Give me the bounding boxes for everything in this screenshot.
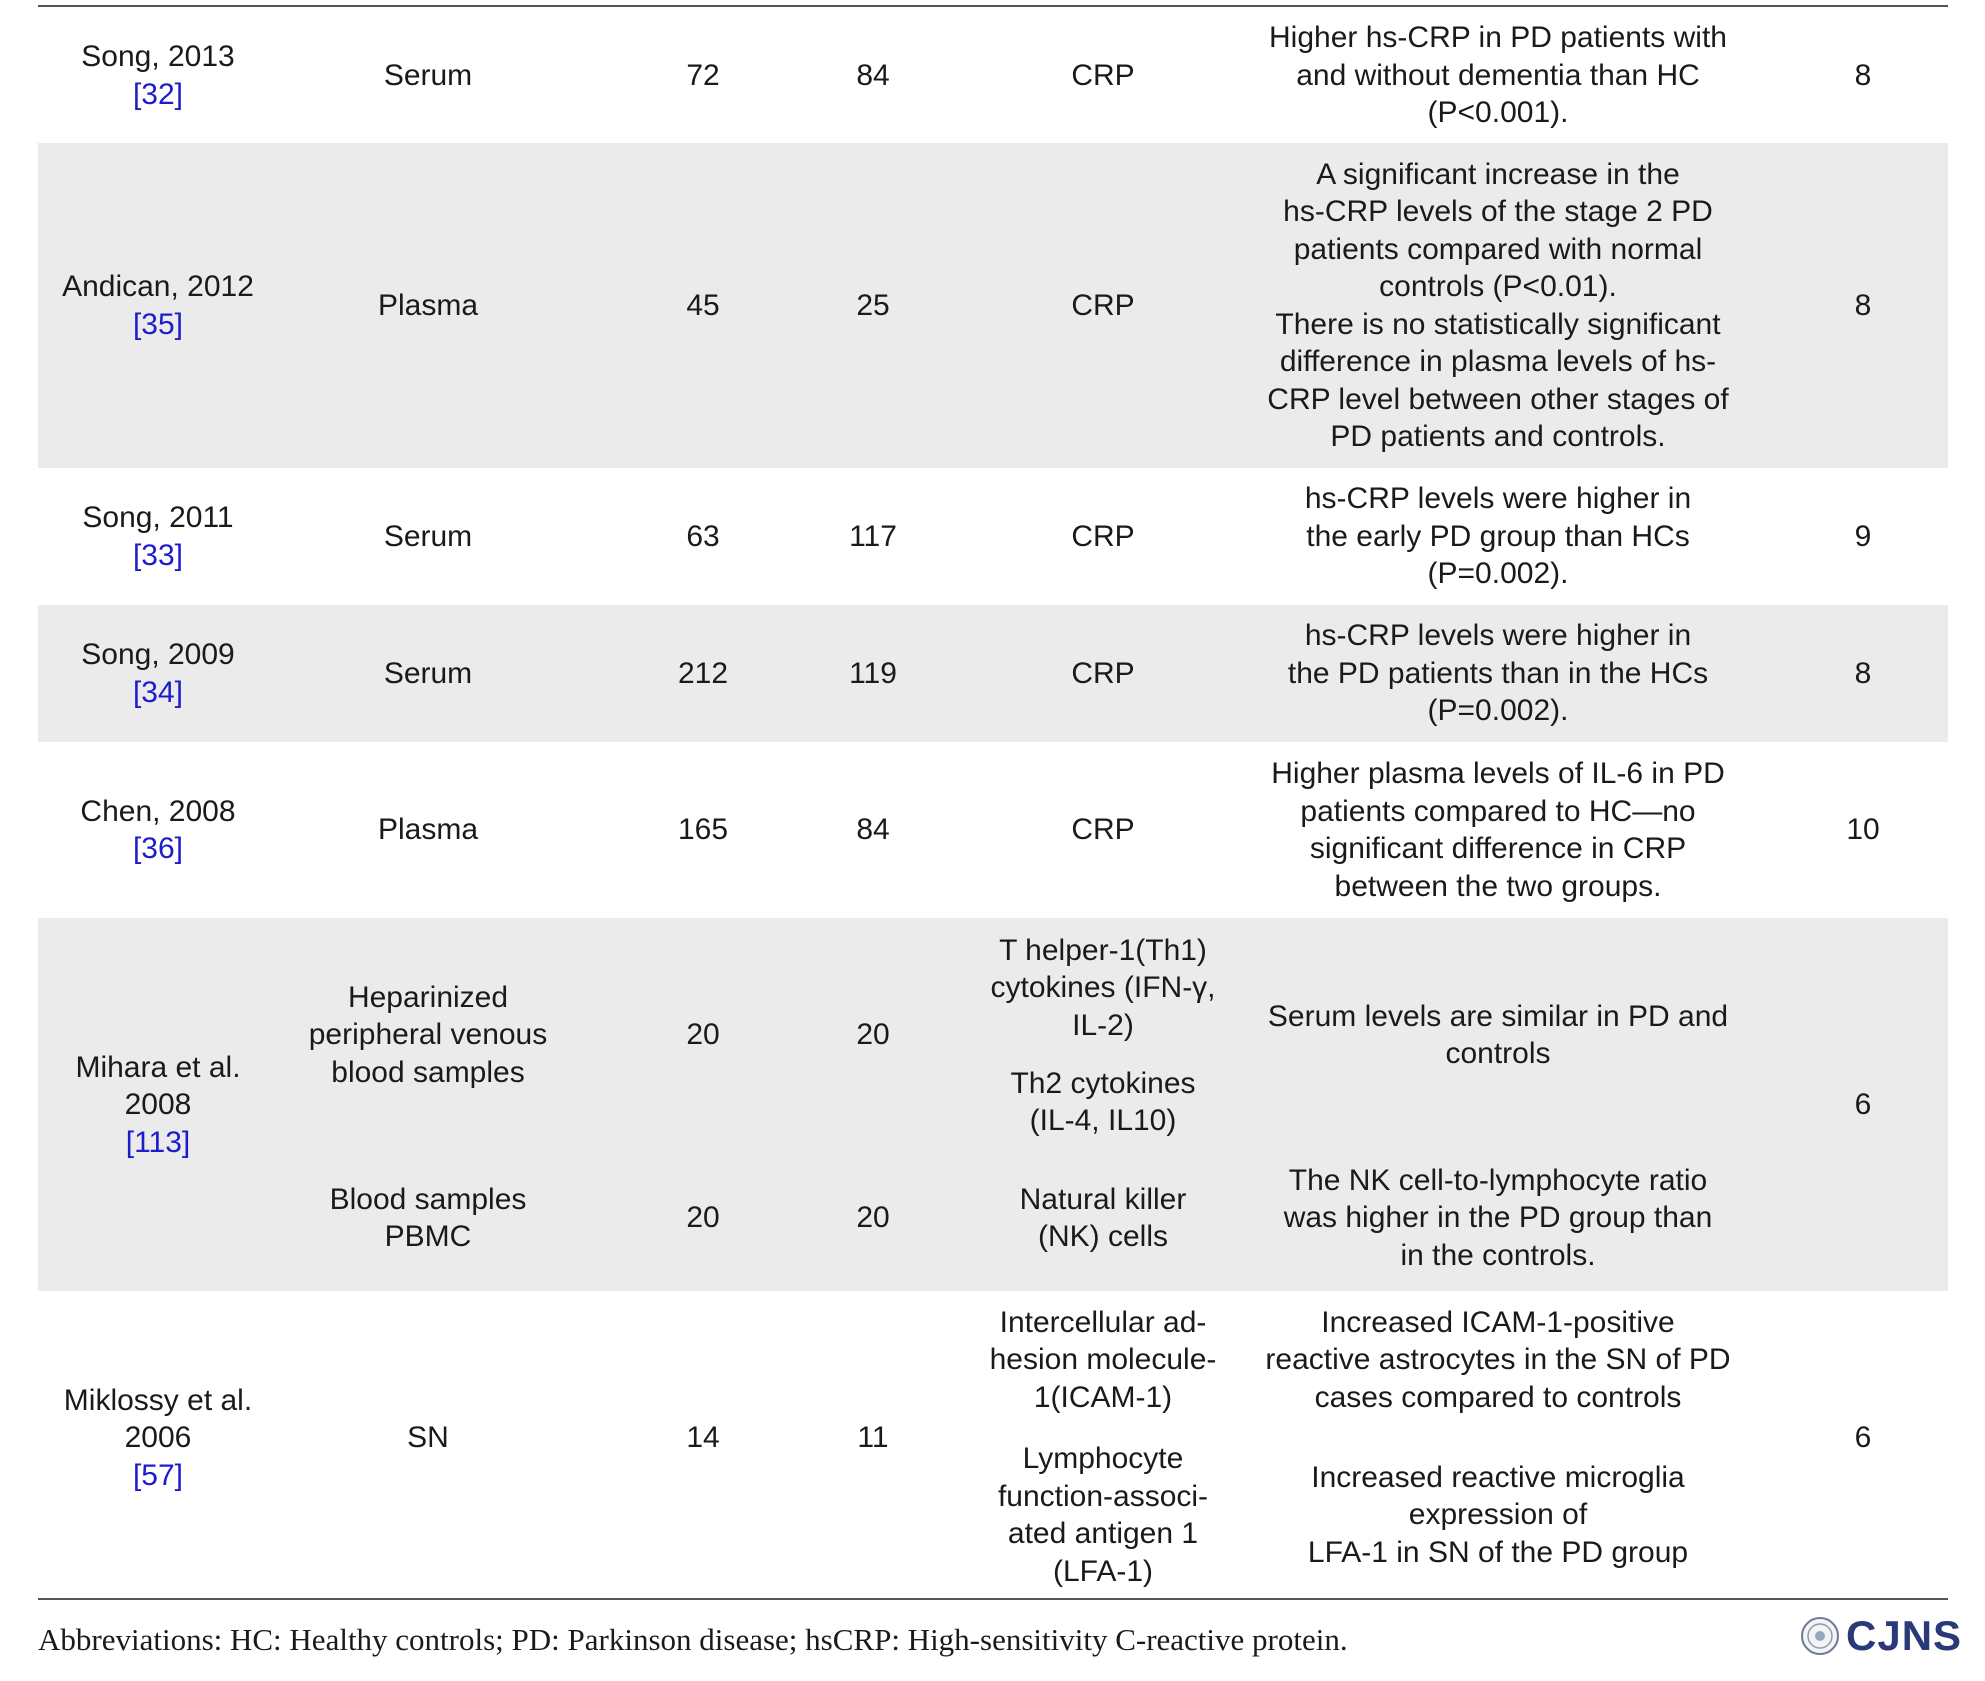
reference-link[interactable]: [35]	[132, 307, 184, 341]
finding-cell	[1233, 1455, 1763, 1575]
hc-count-cell: 84	[856, 58, 890, 92]
top-rule	[38, 5, 1948, 7]
text-line: hesion molecule-	[989, 1343, 1217, 1377]
hc-count-cell: 117	[849, 519, 897, 553]
text-line: IL-2)	[1072, 1008, 1134, 1042]
score-cell: 6	[1854, 1088, 1872, 1122]
study-name: Chen, 2008	[80, 794, 236, 828]
seal-icon	[1800, 1616, 1840, 1656]
text-line: was higher in the PD group than	[1283, 1201, 1713, 1235]
score-cell: 6	[1854, 1421, 1872, 1455]
marker-cell: CRP	[1071, 288, 1135, 322]
text-line: Heparinized	[347, 980, 509, 1014]
score-cell: 9	[1854, 519, 1872, 553]
study-cell	[38, 742, 278, 918]
study-cell	[38, 8, 278, 143]
sample-cell: SN	[407, 1421, 449, 1455]
sample-cell	[278, 975, 578, 1095]
text-line: hs-CRP levels of the stage 2 PD	[1283, 195, 1713, 228]
pd-count-cell: 14	[686, 1421, 720, 1455]
finding-cell	[1233, 8, 1763, 143]
text-line: PD patients and controls.	[1330, 420, 1666, 453]
text-line: the PD patients than in the HCs	[1287, 656, 1709, 690]
text-line: reactive astrocytes in the SN of PD	[1265, 1343, 1731, 1377]
table-footnote: Abbreviations: HC: Healthy controls; PD: Parkinson disease; hsCRP: High-sensitivity C-reactive protein.	[38, 1622, 1348, 1657]
text-line: Serum levels are similar in PD and	[1267, 999, 1729, 1033]
finding-cell	[1233, 1158, 1763, 1278]
sample-cell: Serum	[383, 519, 473, 553]
text-line: There is no statistically significant	[1275, 307, 1721, 341]
text-line: Natural killer	[1019, 1182, 1187, 1216]
text-line: function-associ-	[997, 1479, 1209, 1513]
marker-cell	[973, 1435, 1233, 1595]
pd-count-cell: 212	[677, 656, 729, 690]
study-year: 2006	[124, 1421, 192, 1455]
study-name: Song, 2009	[81, 638, 235, 671]
text-line: (IL-4, IL10)	[1029, 1104, 1177, 1137]
text-line: T helper-1(Th1)	[999, 933, 1207, 967]
score-cell: 8	[1854, 58, 1872, 92]
text-line: Higher plasma levels of IL-6 in PD	[1271, 757, 1725, 790]
logo-text: CJNS	[1846, 1612, 1963, 1659]
text-line: hs-CRP levels were higher in	[1304, 619, 1692, 653]
marker-cell: CRP	[1071, 813, 1135, 847]
text-line: expression of	[1408, 1498, 1588, 1532]
reference-link[interactable]: [113]	[125, 1125, 191, 1159]
text-line: PBMC	[384, 1220, 472, 1253]
text-line: (LFA-1)	[1052, 1554, 1154, 1588]
text-line: significant difference in CRP	[1309, 832, 1687, 865]
text-line: Higher hs-CRP in PD patients with	[1269, 21, 1727, 55]
text-line: controls (P<0.01).	[1379, 270, 1617, 303]
hc-count-cell: 119	[849, 656, 897, 690]
text-line: (NK) cells	[1037, 1220, 1168, 1253]
reference-link[interactable]: [33]	[132, 538, 184, 572]
sample-cell	[278, 1178, 578, 1258]
text-line: hs-CRP levels were higher in	[1304, 482, 1692, 516]
reference-link[interactable]: [32]	[132, 77, 184, 111]
text-line: CRP level between other stages of	[1267, 382, 1729, 416]
marker-cell	[973, 1062, 1233, 1142]
text-line: controls	[1445, 1037, 1551, 1070]
text-line: The NK cell-to-lymphocyte ratio	[1288, 1163, 1708, 1197]
text-line: cytokines (IFN-γ,	[990, 971, 1216, 1005]
marker-cell: CRP	[1071, 519, 1135, 553]
finding-cell	[1233, 605, 1763, 742]
study-year: 2008	[124, 1088, 192, 1122]
text-line: the early PD group than HCs	[1306, 519, 1690, 553]
pd-count-cell: 72	[686, 58, 720, 92]
pd-count-cell: 45	[686, 288, 720, 322]
score-cell: 8	[1854, 288, 1872, 322]
reference-link[interactable]: [36]	[132, 832, 184, 865]
text-line: A significant increase in the	[1316, 157, 1680, 191]
finding-cell	[1233, 468, 1763, 605]
text-line: (P=0.002).	[1427, 557, 1569, 591]
text-line: patients compared with normal	[1293, 232, 1703, 266]
study-cell	[38, 143, 278, 468]
pd-count-cell: 20	[686, 1201, 720, 1235]
sample-cell: Serum	[383, 58, 473, 92]
pd-count-cell: 63	[686, 519, 720, 553]
study-name: Andican, 2012	[62, 270, 254, 303]
finding-cell	[1233, 742, 1763, 918]
study-cell	[38, 605, 278, 742]
text-line: Th2 cytokines	[1010, 1066, 1196, 1100]
text-line: (P=0.002).	[1427, 694, 1569, 728]
hc-count-cell: 20	[856, 1201, 890, 1235]
study-name: Song, 2013	[81, 40, 235, 73]
study-name: Song, 2011	[82, 501, 234, 534]
text-line: 1(ICAM-1)	[1033, 1380, 1173, 1414]
pd-count-cell: 165	[677, 813, 729, 847]
marker-cell: CRP	[1071, 656, 1135, 690]
text-line: Increased reactive microglia	[1311, 1460, 1685, 1494]
journal-logo	[1800, 1612, 1962, 1660]
text-line: Blood samples	[329, 1182, 527, 1216]
text-line: cases compared to controls	[1314, 1380, 1682, 1414]
pd-count-cell: 20	[686, 1018, 720, 1052]
finding-cell	[1233, 995, 1763, 1075]
text-line: difference in plasma levels of hs-	[1279, 345, 1717, 378]
text-line: LFA-1 in SN of the PD group	[1307, 1535, 1689, 1569]
text-line: and without dementia than HC	[1296, 58, 1700, 92]
marker-cell	[973, 1178, 1233, 1258]
text-line: between the two groups.	[1334, 869, 1662, 903]
score-cell: 10	[1846, 813, 1880, 847]
sample-cell: Plasma	[377, 288, 479, 322]
text-line: patients compared to HC—no	[1300, 794, 1696, 828]
text-line: (P<0.001).	[1427, 96, 1569, 130]
study-name: Miklossy et al.	[63, 1383, 253, 1417]
text-line: ated antigen 1	[1007, 1517, 1199, 1550]
text-line: Lymphocyte	[1022, 1442, 1184, 1475]
study-name: Mihara et al.	[75, 1050, 241, 1084]
sample-cell: Plasma	[377, 813, 479, 847]
marker-cell	[973, 1300, 1233, 1420]
text-line: in the controls.	[1400, 1238, 1596, 1272]
study-cell	[38, 468, 278, 605]
finding-cell	[1233, 1300, 1763, 1420]
hc-count-cell: 84	[856, 813, 890, 847]
score-cell: 8	[1854, 656, 1872, 690]
reference-link[interactable]: [57]	[132, 1458, 184, 1492]
reference-link[interactable]: [34]	[132, 675, 184, 709]
bottom-rule	[38, 1598, 1948, 1600]
text-line: Intercellular ad-	[999, 1305, 1207, 1339]
marker-cell	[973, 928, 1233, 1048]
text-line: Increased ICAM-1-positive	[1321, 1305, 1675, 1339]
sample-cell: Serum	[383, 656, 473, 690]
text-line: blood samples	[331, 1055, 525, 1089]
hc-count-cell: 11	[857, 1421, 889, 1455]
text-line: peripheral venous	[308, 1018, 548, 1052]
study-cell	[38, 1050, 278, 1159]
hc-count-cell: 25	[856, 288, 890, 322]
study-cell	[38, 1383, 278, 1492]
marker-cell: CRP	[1071, 58, 1135, 92]
hc-count-cell: 20	[856, 1018, 890, 1052]
finding-cell	[1233, 143, 1763, 468]
